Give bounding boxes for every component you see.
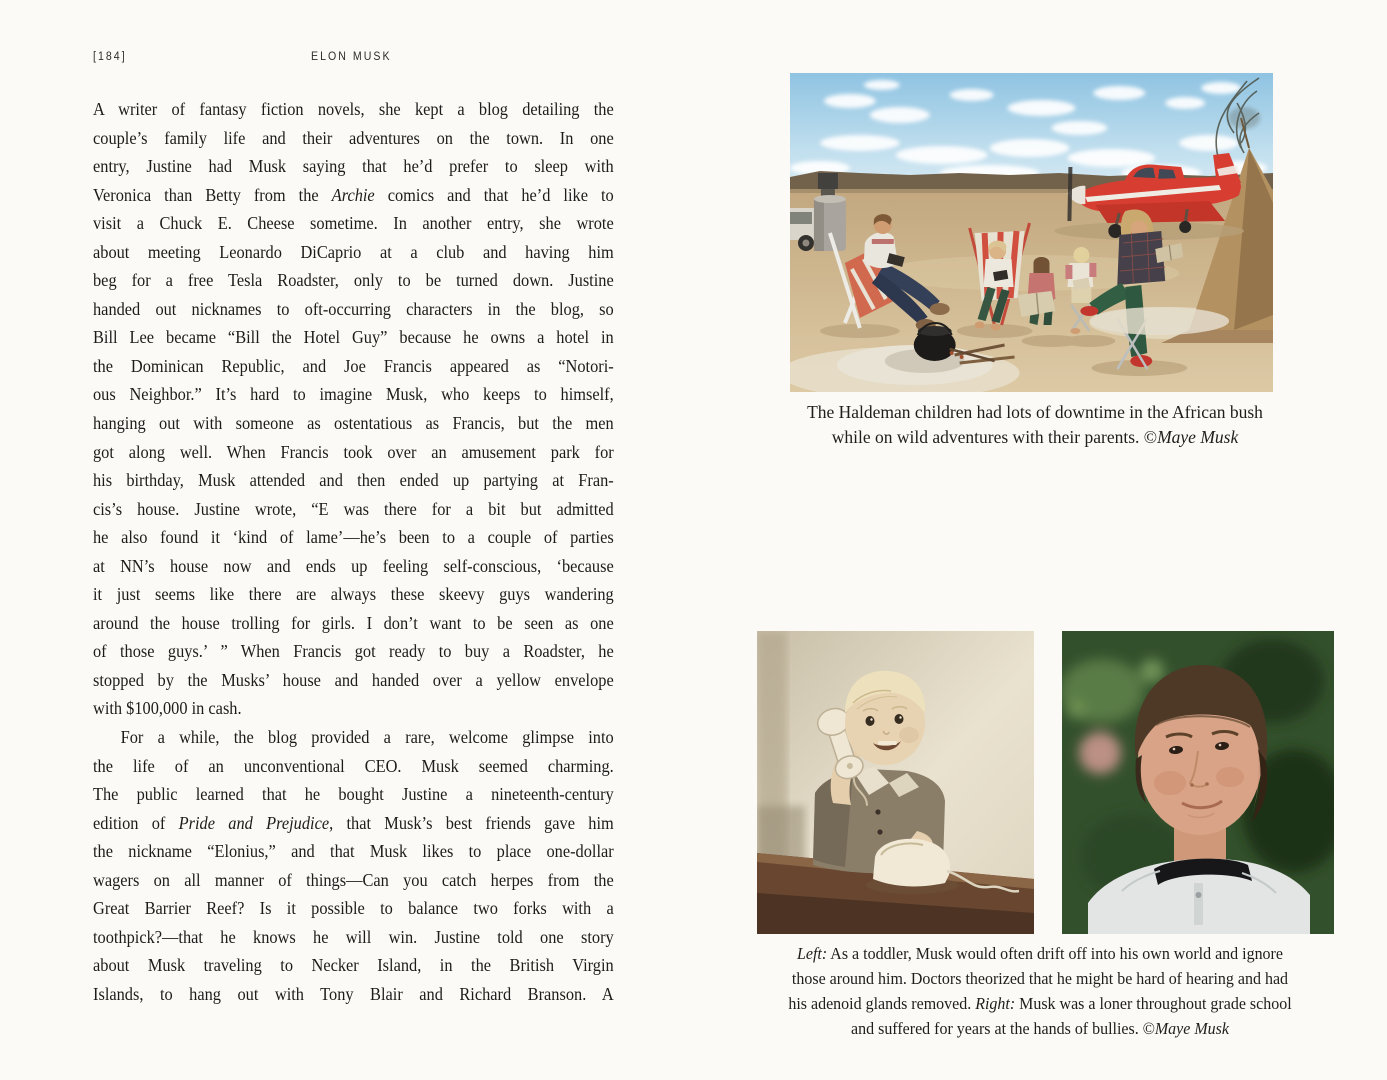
caption-line: Left: As a toddler, Musk would often drift off into his own world and ignore <box>797 944 1283 963</box>
body-line: he also found it ‘kind of lame’—he’s been to a couple of parties <box>93 527 614 548</box>
caption-line: while on wild adventures with their parents. ©Maye Musk <box>831 427 1239 447</box>
body-line: Bill Lee became “Bill the Hotel Guy” because he owns a hotel in <box>93 327 614 348</box>
caption-line: his adenoid glands removed. Right: Musk was a loner throughout grade school <box>788 994 1292 1013</box>
body-line: the life of an unconventional CEO. Musk seemed charming. <box>93 755 614 776</box>
running-head: ELON MUSK <box>311 51 392 63</box>
campsite-illustration <box>790 73 1273 392</box>
body-line: Great Barrier Reef? Is it possible to balance two forks with a <box>93 898 614 919</box>
body-line: cis’s house. Justine wrote, “E was there for a bit but admitted <box>93 498 614 519</box>
body-line: edition of Pride and Prejudice, that Musk’s best friends gave him <box>93 812 614 833</box>
toddler-head <box>845 671 925 765</box>
body-line: entry, Justine had Musk saying that he’d prefer to sleep with <box>93 156 614 177</box>
body-line: hanging out with someone as ostentatious as Francis, but the men <box>93 413 614 434</box>
portrait-illustration <box>1062 631 1334 934</box>
body-line: ous Neighbor.” It’s hard to imagine Musk, who keeps to himself, <box>93 384 614 405</box>
body-line: about Musk traveling to Necker Island, in the British Virgin <box>93 955 614 976</box>
body-line: got along well. When Francis took over an amusement park for <box>93 441 614 462</box>
body-line: the nickname “Elonius,” and that Musk likes to place one-dollar <box>93 841 614 862</box>
body-line: beg for a free Tesla Roadster, only to be turned down. Justine <box>93 270 614 291</box>
caption-line: The Haldeman children had lots of downtime in the African bush <box>807 402 1263 422</box>
body-line: wagers on all manner of things—Can you catch herpes from the <box>93 869 614 890</box>
page-number: [184] <box>93 51 127 63</box>
body-line: The public learned that he bought Justine a nineteenth-century <box>93 784 614 805</box>
photo-haldeman-campsite <box>790 73 1273 392</box>
body-line: handed out nicknames to oft-occurring characters in the blog, so <box>93 298 614 319</box>
body-line: For a while, the blog provided a rare, welcome glimpse into <box>120 727 614 748</box>
photo-musk-grade-school <box>1062 631 1334 934</box>
body-line: couple’s family life and their adventures on the town. In one <box>93 127 614 148</box>
caption-line: those around him. Doctors theorized that he might be hard of hearing and had <box>791 969 1289 988</box>
body-line: A writer of fantasy fiction novels, she kept a blog detailing the <box>93 99 614 119</box>
body-line: Veronica than Betty from the Archie comics and that he’d like to <box>93 184 614 205</box>
body-line: about meeting Leonardo DiCaprio at a club and having him <box>93 241 614 262</box>
toddler-illustration <box>757 631 1034 934</box>
body-line: his birthday, Musk attended and then ended up partying at Fran- <box>93 470 614 491</box>
caption-top <box>773 400 1297 450</box>
body-line: at NN’s house now and ends up feeling self-conscious, ‘because <box>93 555 614 576</box>
body-line: around the house trolling for girls. I don’t want to be seen as one <box>93 612 614 633</box>
body-line: visit a Chuck E. Cheese sometime. In another entry, she wrote <box>93 213 614 234</box>
caption-line: and suffered for years at the hands of bullies. ©Maye Musk <box>851 1019 1229 1038</box>
body-line: the Dominican Republic, and Joe Francis appeared as “Notori- <box>93 355 614 376</box>
photo-musk-toddler-telephone <box>757 631 1034 934</box>
photo-wash <box>790 73 1273 392</box>
text-block <box>93 95 614 1009</box>
body-line: of those guys.’ ” When Francis got ready to buy a Roadster, he <box>93 641 614 662</box>
caption-bottom <box>739 941 1341 1041</box>
body-line: toothpick?—that he knows he will win. Justine told one story <box>93 926 614 947</box>
body-line: it just seems like there are always these skeevy guys wandering <box>93 584 614 605</box>
body-line: stopped by the Musks’ house and handed over a yellow envelope <box>93 669 614 690</box>
body-line: with $100,000 in cash. <box>93 698 242 719</box>
body-line: Islands, to hang out with Tony Blair and Richard Branson. A <box>93 983 614 1004</box>
